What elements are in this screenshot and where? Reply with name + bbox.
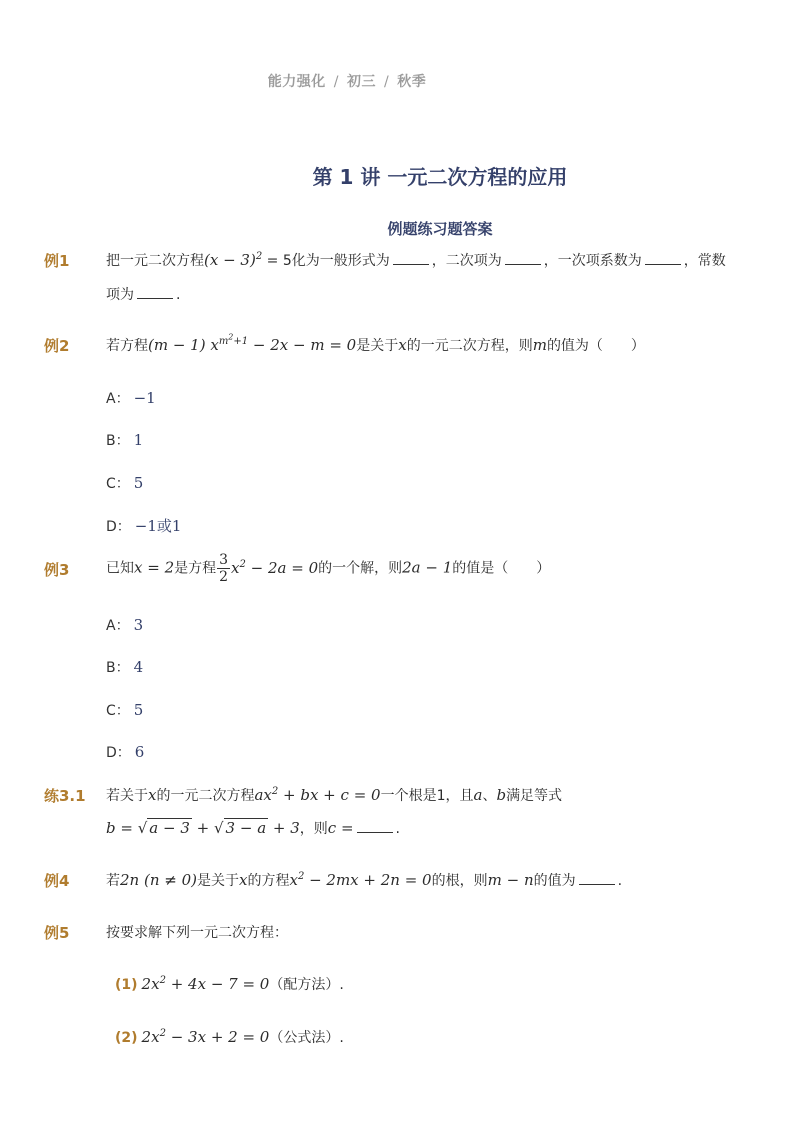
superscript: 2 (228, 332, 234, 342)
superscript: m (218, 336, 229, 347)
option-value: −1 (133, 389, 156, 407)
breadcrumb (0, 71, 694, 91)
sub-question-number: (1) (115, 977, 138, 993)
answer-blank[interactable] (645, 254, 681, 265)
math-var: x (239, 871, 248, 889)
option-key: D： (106, 745, 131, 761)
option-key: D： (106, 519, 131, 535)
option-value: 3 (133, 616, 144, 634)
page-subtitle: 例题练习题答案 (387, 220, 493, 238)
option-key: A： (106, 618, 130, 634)
option-b[interactable] (106, 430, 143, 450)
text: . (395, 821, 400, 837)
text: 若关于 (106, 788, 148, 804)
sub-question-number: (2) (115, 1030, 138, 1046)
math-var: a (473, 786, 483, 804)
text: 满足等式 (506, 788, 563, 804)
math-part: 2x (141, 975, 160, 993)
math: 2a − 1 (402, 558, 453, 577)
radicand: 3 − a (225, 819, 267, 837)
option-key: B： (106, 433, 130, 449)
superscript: 2 (159, 975, 166, 986)
option-key: B： (106, 660, 130, 676)
math: m − n (487, 871, 534, 889)
answer-blank[interactable] (505, 254, 541, 265)
math-part: − 3x + 2 = 0 (165, 1028, 270, 1046)
math-var: m (532, 336, 547, 354)
text: 是关于 (197, 873, 239, 889)
superscript: 2 (255, 251, 263, 262)
text: ，一次项系数为 (543, 253, 642, 269)
math-part: x (289, 871, 298, 889)
superscript: 2 (297, 871, 305, 882)
superscript: 2 (239, 558, 246, 570)
text: （配方法）. (269, 977, 344, 993)
sub-question-1 (115, 974, 344, 994)
answer-blank[interactable] (393, 254, 429, 265)
superscript: 2 (159, 1028, 166, 1039)
text: 若方程 (106, 338, 148, 354)
math (231, 559, 318, 577)
text: 的方程 (247, 873, 290, 889)
math (289, 871, 431, 889)
math (254, 786, 380, 804)
option-b[interactable] (106, 657, 143, 677)
text: 若 (106, 873, 120, 889)
question-label: 例5 (44, 924, 70, 942)
page-title: 第 1 讲 一元二次方程的应用 (312, 165, 568, 189)
math (142, 1028, 270, 1046)
text: . (617, 873, 623, 889)
sub-question-2 (115, 1027, 344, 1047)
text: 的一元二次方程，则 (406, 338, 533, 354)
text: 项为 (106, 287, 134, 303)
text: 把一元二次方程 (106, 253, 204, 269)
text: 一个根是1，且 (380, 788, 474, 804)
question-label: 例3 (44, 561, 70, 579)
math (148, 332, 357, 354)
question-label: 例4 (44, 872, 70, 890)
numerator: 3 (219, 552, 229, 568)
breadcrumb-item: 秋季 (397, 74, 427, 90)
math-part: (m − 1) x (148, 336, 219, 354)
text: 是方程 (174, 560, 217, 577)
math-var: x (148, 786, 157, 804)
math-part: + 4x − 7 = 0 (165, 975, 270, 993)
text: 的值为（ ） (546, 338, 645, 354)
option-value: 6 (134, 743, 145, 761)
superscript: +1 (233, 336, 249, 347)
math-part: ax (254, 786, 272, 804)
text: ，常数 (683, 253, 726, 269)
question-4 (106, 870, 622, 890)
option-key: C： (106, 703, 130, 719)
option-c[interactable] (106, 473, 143, 493)
math-part: 2x (141, 1028, 160, 1046)
text: 的根，则 (431, 873, 488, 889)
question-2 (106, 332, 645, 355)
question-3-1 (106, 785, 562, 805)
question-3-1-line2 (106, 818, 400, 838)
math: b = √ a − 3 + √ 3 − a + 3 (106, 819, 300, 837)
breadcrumb-item: 初三 (347, 74, 376, 90)
math-part: b = (106, 819, 138, 837)
denominator: 2 (219, 569, 229, 585)
question-1-line2 (106, 284, 180, 304)
fraction (217, 552, 230, 585)
math-part: + bx + c = 0 (278, 786, 381, 804)
math-part: − 2a = 0 (245, 558, 319, 577)
question-3 (106, 552, 550, 585)
option-value: 4 (133, 658, 144, 676)
math-part: − 2x − m = 0 (248, 336, 357, 354)
math-part: + (191, 819, 214, 837)
option-value: 5 (133, 701, 144, 719)
option-c[interactable] (106, 700, 143, 720)
option-value: 5 (133, 474, 144, 492)
text: 的一元二次方程 (156, 788, 255, 804)
question-label: 练3.1 (44, 787, 86, 805)
option-value: −1或1 (134, 517, 182, 535)
text: 的值是（ ） (452, 560, 551, 577)
math-part: x (231, 558, 240, 577)
text: 的一个解，则 (318, 560, 403, 577)
text: ，则 (299, 821, 328, 837)
math-part: + 3 (268, 819, 300, 837)
question-label: 例2 (44, 337, 70, 355)
text: = 5化为一般形式为 (262, 253, 390, 269)
math: x = 2 (134, 558, 175, 577)
math (204, 251, 262, 269)
math-var: c (327, 819, 337, 837)
math-part: = (336, 819, 354, 837)
option-value: 1 (133, 431, 144, 449)
breadcrumb-item: 能力强化 (267, 74, 326, 90)
radicand: a − 3 (149, 819, 190, 837)
math-part: − 2mx + 2n = 0 (304, 871, 432, 889)
option-d[interactable] (106, 515, 181, 536)
text: ，二次项为 (431, 253, 502, 269)
answer-blank[interactable] (137, 288, 173, 299)
text: 已知 (106, 560, 134, 577)
math: 2n (n ≠ 0) (120, 871, 197, 889)
text: （公式法）. (269, 1030, 344, 1046)
breadcrumb-separator: / (333, 74, 339, 90)
math-part: (x − 3) (204, 251, 256, 269)
math-var: b (496, 786, 507, 804)
text: 、 (482, 788, 497, 804)
text: . (176, 287, 181, 303)
option-key: C： (106, 476, 130, 492)
question-5: 按要求解下列一元二次方程： (106, 925, 288, 941)
breadcrumb-separator: / (384, 74, 390, 90)
math (142, 975, 270, 993)
option-key: A： (106, 391, 130, 407)
answer-blank[interactable] (579, 874, 615, 885)
option-d[interactable] (106, 742, 144, 762)
superscript: 2 (271, 786, 279, 797)
option-a[interactable] (106, 615, 143, 635)
text: 是关于 (356, 338, 399, 354)
question-label: 例1 (44, 252, 70, 270)
text: 的值为 (533, 873, 576, 889)
question-1 (106, 250, 726, 270)
answer-blank[interactable] (357, 822, 393, 833)
option-a[interactable] (106, 388, 156, 408)
math-var: x (398, 336, 407, 354)
